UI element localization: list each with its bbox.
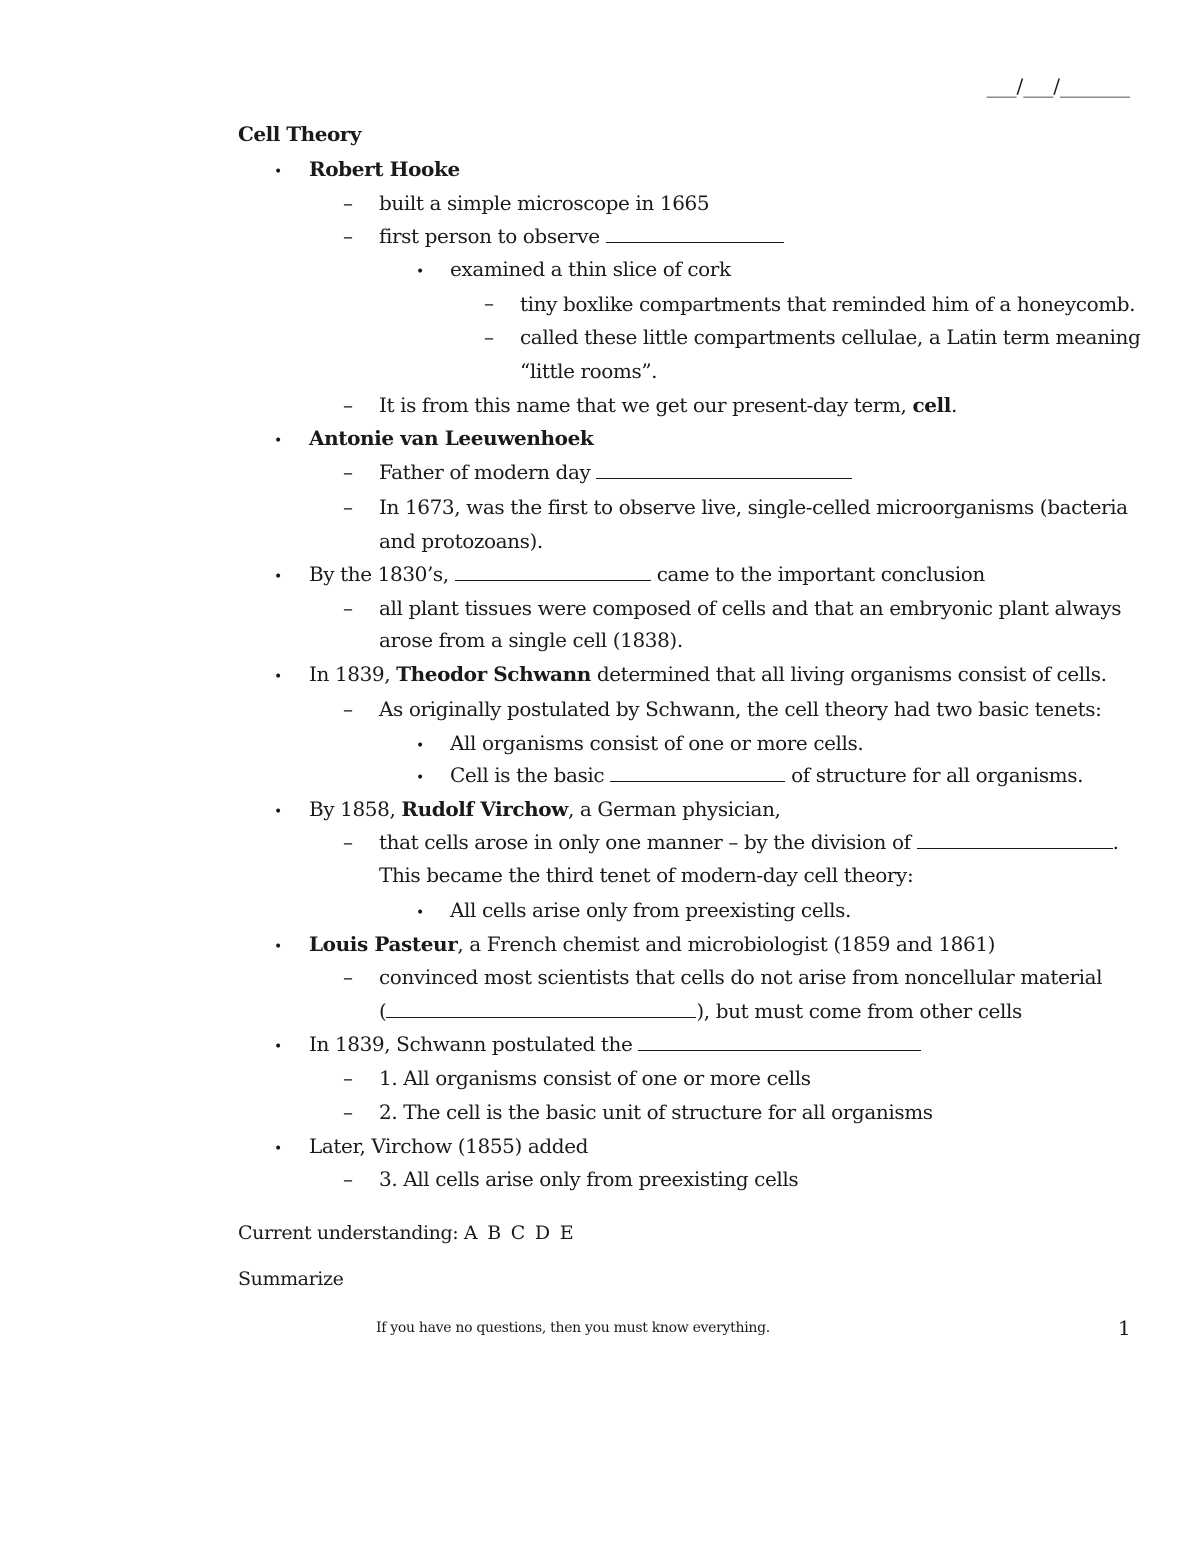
dash-mark: – bbox=[343, 1100, 353, 1124]
schwann-pre: In 1839, bbox=[309, 662, 397, 686]
hooke-called: called these little compartments cellulae, a Latin term meaning bbox=[520, 325, 1141, 349]
hooke-term-line bbox=[379, 393, 957, 417]
rating-option-b[interactable]: B bbox=[487, 1222, 501, 1244]
schwann-line bbox=[309, 662, 1107, 686]
dash-mark: – bbox=[343, 596, 353, 620]
later-3: 3. All cells arise only from preexisting cells bbox=[379, 1167, 799, 1191]
pasteur-name: Louis Pasteur bbox=[309, 932, 458, 956]
bullet-mark: • bbox=[274, 939, 283, 955]
hooke-observe-text: first person to observe bbox=[379, 224, 600, 248]
virchow-pre: By 1858, bbox=[309, 797, 402, 821]
leeuwenhoek-father-text: Father of modern day bbox=[379, 460, 591, 484]
fill-in-blank[interactable] bbox=[386, 999, 696, 1018]
virchow-line bbox=[309, 797, 781, 821]
dash-mark: – bbox=[343, 697, 353, 721]
bullet-mark: • bbox=[416, 264, 425, 280]
dash-mark: – bbox=[343, 965, 353, 989]
paren-open: ( bbox=[379, 999, 387, 1023]
by1830-post: came to the important conclusion bbox=[656, 562, 985, 586]
postulated-2: 2. The cell is the basic unit of structure for all organisms bbox=[379, 1100, 933, 1124]
bullet-mark: • bbox=[416, 905, 425, 921]
hooke-built: built a simple microscope in 1665 bbox=[379, 191, 710, 215]
hooke-heading bbox=[309, 157, 460, 181]
postulated-1: 1. All organisms consist of one or more cells bbox=[379, 1066, 811, 1090]
dash-mark: – bbox=[343, 1167, 353, 1191]
schwann-orig: As originally postulated by Schwann, the cell theory had two basic tenets: bbox=[379, 697, 1102, 721]
virchow-third: This became the third tenet of modern-day cell theory: bbox=[379, 863, 914, 887]
leeuwenhoek-father-line bbox=[379, 460, 852, 484]
hooke-term-text: It is from this name that we get our present-day term, bbox=[379, 393, 913, 417]
dash-mark: – bbox=[343, 460, 353, 484]
schwann-tenet-2-pre: Cell is the basic bbox=[450, 763, 605, 787]
later-virchow: Later, Virchow (1855) added bbox=[309, 1134, 589, 1158]
page-number: 1 bbox=[1118, 1316, 1131, 1340]
pasteur-paren-close: ), but must come from other cells bbox=[696, 999, 1022, 1023]
leeuwenhoek-1673: In 1673, was the first to observe live, single-celled microorganisms (bacteria bbox=[379, 495, 1128, 519]
pasteur-convinced: convinced most scientists that cells do not arise from noncellular material bbox=[379, 965, 1103, 989]
fill-in-blank[interactable] bbox=[596, 460, 852, 479]
dash-mark: – bbox=[343, 495, 353, 519]
current-understanding bbox=[238, 1222, 583, 1244]
postulated-pre: In 1839, Schwann postulated the bbox=[309, 1032, 633, 1056]
bullet-mark: • bbox=[416, 770, 425, 786]
dash-mark: – bbox=[343, 1066, 353, 1090]
by1830-plant: all plant tissues were composed of cells and that an embryonic plant always bbox=[379, 596, 1122, 620]
fill-in-blank[interactable] bbox=[917, 830, 1113, 849]
fill-in-blank[interactable] bbox=[455, 562, 651, 581]
dash-mark: – bbox=[343, 224, 353, 248]
fill-in-blank[interactable] bbox=[606, 224, 784, 243]
page-title: Cell Theory bbox=[238, 122, 361, 146]
current-label: Current understanding: bbox=[238, 1222, 459, 1244]
leeuwenhoek-heading bbox=[309, 426, 593, 450]
rating-option-e[interactable]: E bbox=[559, 1222, 574, 1244]
virchow-post: , a German physician, bbox=[568, 797, 781, 821]
virchow-manner-line bbox=[379, 830, 1119, 854]
by1830-plant-cont: arose from a single cell (1838). bbox=[379, 628, 683, 652]
dash-mark: – bbox=[343, 393, 353, 417]
schwann-tenet-2-line bbox=[450, 763, 1083, 787]
postulated-line bbox=[309, 1032, 921, 1056]
virchow-tenet-3: All cells arise only from preexisting cells. bbox=[450, 898, 851, 922]
hooke-name: Robert Hooke bbox=[309, 157, 460, 181]
bullet-mark: • bbox=[274, 804, 283, 820]
pasteur-paren-line bbox=[379, 999, 1022, 1023]
bullet-mark: • bbox=[274, 669, 283, 685]
pasteur-line bbox=[309, 932, 995, 956]
summarize-label: Summarize bbox=[238, 1268, 344, 1290]
dash-mark: – bbox=[484, 291, 494, 315]
hooke-observe-line bbox=[379, 224, 784, 248]
schwann-post: determined that all living organisms consist of cells. bbox=[590, 662, 1107, 686]
fill-in-blank[interactable] bbox=[638, 1032, 921, 1051]
by1830-line bbox=[309, 562, 985, 586]
schwann-tenet-2-post: of structure for all organisms. bbox=[791, 763, 1084, 787]
rating-options bbox=[464, 1222, 583, 1244]
period: . bbox=[1112, 830, 1119, 854]
period: . bbox=[950, 393, 957, 417]
hooke-tiny: tiny boxlike compartments that reminded him of a honeycomb. bbox=[520, 292, 1136, 316]
hooke-little-rooms: “little rooms”. bbox=[520, 359, 658, 383]
bullet-mark: • bbox=[416, 738, 425, 754]
footer-quote: If you have no questions, then you must know everything. bbox=[376, 1320, 770, 1336]
leeuwenhoek-name: Antonie van Leeuwenhoek bbox=[309, 426, 594, 450]
virchow-name: Rudolf Virchow bbox=[401, 797, 569, 821]
bullet-mark: • bbox=[274, 164, 283, 180]
schwann-tenet-1: All organisms consist of one or more cells. bbox=[450, 731, 864, 755]
rating-option-d[interactable]: D bbox=[534, 1222, 550, 1244]
dash-mark: – bbox=[343, 191, 353, 215]
bullet-mark: • bbox=[274, 1039, 283, 1055]
fill-in-blank[interactable] bbox=[610, 763, 785, 782]
bullet-mark: • bbox=[274, 1141, 283, 1157]
bullet-mark: • bbox=[274, 433, 283, 449]
pasteur-post: , a French chemist and microbiologist (1859 and 1861) bbox=[457, 932, 996, 956]
bullet-mark: • bbox=[274, 569, 283, 585]
date-blank[interactable]: ___/___/_______ bbox=[986, 74, 1130, 98]
schwann-name: Theodor Schwann bbox=[396, 662, 591, 686]
virchow-manner-text: that cells arose in only one manner – by the division of bbox=[379, 830, 911, 854]
term-cell: cell bbox=[912, 393, 951, 417]
leeuwenhoek-1673-cont: and protozoans). bbox=[379, 529, 543, 553]
dash-mark: – bbox=[484, 325, 494, 349]
hooke-examined: examined a thin slice of cork bbox=[450, 257, 731, 281]
rating-option-a[interactable]: A bbox=[463, 1222, 478, 1244]
dash-mark: – bbox=[343, 830, 353, 854]
by1830-pre: By the 1830’s, bbox=[309, 562, 449, 586]
rating-option-c[interactable]: C bbox=[510, 1222, 525, 1244]
